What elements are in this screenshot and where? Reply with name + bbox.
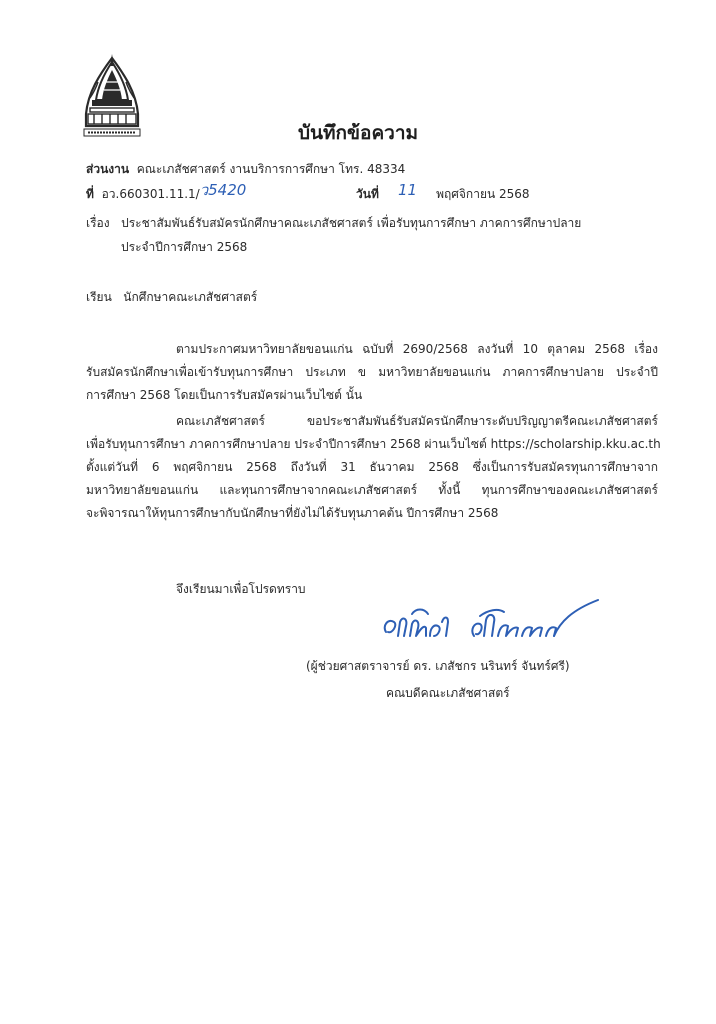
paragraph-1-line: การศึกษา 2568 โดยเป็นการรับสมัครผ่านเว็บไซต์ นั้น bbox=[86, 388, 363, 402]
subject-text-2: ประจำปีการศึกษา 2568 bbox=[121, 240, 248, 254]
signatory-position: คณบดีคณะเภสัชศาสตร์ bbox=[386, 686, 510, 700]
subject-continuation bbox=[121, 238, 247, 256]
salutation-label: เรียน bbox=[86, 290, 112, 304]
date-block bbox=[356, 181, 530, 203]
subject-text-1: ประชาสัมพันธ์รับสมัครนักศึกษาคณะเภสัชศาสตร์ เพื่อรับทุนการศึกษา ภาคการศึกษาปลาย bbox=[121, 216, 582, 230]
date-month-year: พฤศจิกายน 2568 bbox=[436, 187, 530, 201]
paragraph-2-line: คณะเภสัชศาสตร์ ขอประชาสัมพันธ์รับสมัครนักศึกษาระดับปริญญาตรีคณะเภสัชศาสตร์ bbox=[176, 414, 658, 428]
paragraph-2 bbox=[86, 410, 661, 525]
handwritten-signature bbox=[376, 592, 606, 654]
department-line bbox=[86, 160, 405, 178]
paragraph-2-line: มหาวิทยาลัยขอนแก่น และทุนการศึกษาจากคณะเภสัชศาสตร์ ทั้งนี้ ทุนการศึกษาของคณะเภสัชศาสตร์ bbox=[86, 483, 658, 497]
paragraph-2-line: จะพิจารณาให้ทุนการศึกษากับนักศึกษาที่ยังไม่ได้รับทุนภาคต้น ปีการศึกษา 2568 bbox=[86, 506, 499, 520]
subject-line bbox=[86, 214, 581, 232]
reference-label: ที่ bbox=[86, 187, 94, 201]
reference-number-handwritten: ว5420 bbox=[199, 181, 247, 199]
paragraph-1-line: ตามประกาศมหาวิทยาลัยขอนแก่น ฉบับที่ 2690/2568 ลงวันที่ 10 ตุลาคม 2568 เรื่อง bbox=[176, 342, 658, 356]
reference-line bbox=[86, 181, 646, 203]
paragraph-1-line: รับสมัครนักศึกษาเพื่อเข้ารับทุนการศึกษา ประเภท ข มหาวิทยาลัยขอนแก่น ภาคการศึกษาปลาย ประจำปี bbox=[86, 365, 658, 379]
date-label: วันที่ bbox=[356, 187, 379, 201]
paragraph-1 bbox=[86, 338, 658, 407]
signatory-name: (ผู้ช่วยศาสตราจารย์ ดร. เภสัชกร นรินทร์ จันทร์ศรี) bbox=[306, 659, 570, 673]
salutation-recipient: นักศึกษาคณะเภสัชศาสตร์ bbox=[123, 290, 258, 304]
signature-icon bbox=[376, 592, 606, 654]
department-label: ส่วนงาน bbox=[86, 162, 130, 176]
department-value: คณะเภสัชศาสตร์ งานบริการการศึกษา โทร. 48334 bbox=[136, 162, 406, 176]
paragraph-2-line: ตั้งแต่วันที่ 6 พฤศจิกายน 2568 ถึงวันที่ 31 ธันวาคม 2568 ซึ่งเป็นการรับสมัครทุนการศึกษาจาก bbox=[86, 460, 658, 474]
document-title: บันทึกข้อความ bbox=[297, 122, 419, 144]
subject-label: เรื่อง bbox=[86, 216, 110, 230]
reference-prefix: อว.660301.11.1/ bbox=[101, 187, 200, 201]
paragraph-2-line: เพื่อรับทุนการศึกษา ภาคการศึกษาปลาย ประจำปีการศึกษา 2568 ผ่านเว็บไซต์ https://scholarship.kku.ac.th bbox=[86, 437, 661, 451]
date-day-handwritten: 11 bbox=[397, 181, 418, 199]
closing-line: จึงเรียนมาเพื่อโปรดทราบ bbox=[176, 582, 306, 596]
salutation-line bbox=[86, 288, 257, 306]
